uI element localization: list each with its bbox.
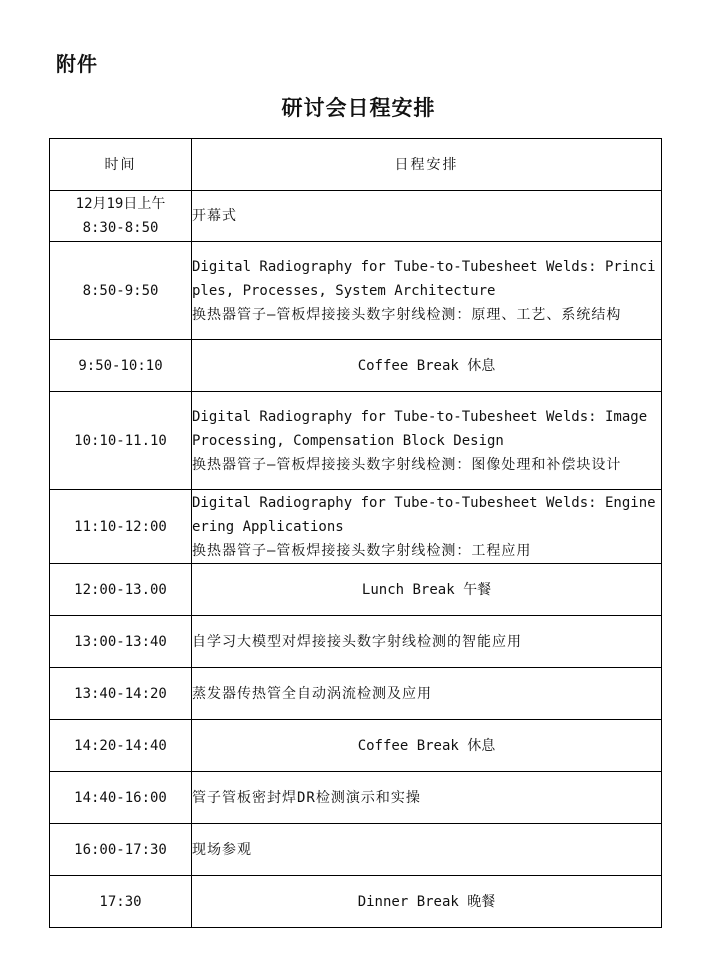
table-row	[50, 490, 662, 564]
schedule-cell	[192, 876, 662, 928]
time-cell	[50, 824, 192, 876]
time-cell	[50, 490, 192, 564]
schedule-cell	[192, 824, 662, 876]
schedule-cell	[192, 191, 662, 242]
schedule-text-zh: 换热器管子—管板焊接接头数字射线检测：工程应用	[192, 542, 532, 559]
header-time: 时间	[50, 139, 192, 191]
time-cell	[50, 668, 192, 720]
table-row	[50, 876, 662, 928]
schedule-cell	[192, 616, 662, 668]
table-row	[50, 191, 662, 242]
page-title: 研讨会日程安排	[281, 95, 436, 120]
time-text: 12:00-13.00	[74, 581, 167, 598]
schedule-text-zh: 换热器管子—管板焊接接头数字射线检测：原理、工艺、系统结构	[192, 306, 622, 323]
time-cell	[50, 772, 192, 824]
schedule-text: Dinner Break 晚餐	[357, 893, 496, 910]
table-row	[50, 772, 662, 824]
table-row	[50, 392, 662, 490]
attachment-label: 附件	[56, 52, 98, 76]
table-row	[50, 242, 662, 340]
schedule-text: 管子管板密封焊DR检测演示和实操	[192, 789, 421, 806]
schedule-cell	[192, 340, 662, 392]
schedule-text: Coffee Break 休息	[357, 737, 496, 754]
schedule-cell	[192, 772, 662, 824]
schedule-cell	[192, 668, 662, 720]
schedule-text-en: Digital Radiography for Tube-to-Tubesheet Welds: Principles, Processes, System Architecture	[192, 258, 656, 299]
schedule-text: 自学习大模型对焊接接头数字射线检测的智能应用	[192, 633, 522, 650]
schedule-text: 蒸发器传热管全自动涡流检测及应用	[192, 685, 432, 702]
schedule-text: Coffee Break 休息	[357, 357, 496, 374]
time-cell	[50, 242, 192, 340]
schedule-cell	[192, 490, 662, 564]
time-text: 11:10-12:00	[74, 518, 167, 535]
time-text: 14:20-14:40	[74, 737, 167, 754]
schedule-table	[49, 138, 662, 928]
table-header-row	[50, 139, 662, 191]
time-cell	[50, 191, 192, 242]
schedule-text: 现场参观	[192, 841, 252, 858]
time-cell	[50, 876, 192, 928]
schedule-cell	[192, 392, 662, 490]
table-row	[50, 564, 662, 616]
time-cell	[50, 564, 192, 616]
schedule-cell	[192, 564, 662, 616]
table-row	[50, 668, 662, 720]
time-text: 14:40-16:00	[74, 789, 167, 806]
schedule-cell	[192, 720, 662, 772]
time-text: 8:30-8:50	[82, 220, 159, 236]
schedule-text-en: Digital Radiography for Tube-to-Tubesheet Welds: Image Processing, Compensation Block Design	[192, 408, 648, 449]
table-row	[50, 616, 662, 668]
time-text: 10:10-11.10	[74, 432, 167, 449]
time-cell	[50, 616, 192, 668]
time-text: 13:00-13:40	[74, 633, 167, 650]
time-cell	[50, 340, 192, 392]
schedule-text-en: Digital Radiography for Tube-to-Tubesheet Welds: Engineering Applications	[192, 494, 656, 535]
schedule-text: 开幕式	[192, 208, 237, 224]
time-text: 17:30	[99, 893, 142, 910]
time-cell	[50, 720, 192, 772]
time-cell	[50, 392, 192, 490]
time-text: 16:00-17:30	[74, 841, 167, 858]
time-text: 12月19日上午	[75, 196, 166, 212]
time-text: 13:40-14:20	[74, 685, 167, 702]
header-schedule: 日程安排	[192, 139, 662, 191]
schedule-text-zh: 换热器管子—管板焊接接头数字射线检测：图像处理和补偿块设计	[192, 456, 622, 473]
time-text: 8:50-9:50	[82, 282, 159, 299]
table-row	[50, 720, 662, 772]
time-text: 9:50-10:10	[78, 357, 163, 374]
schedule-text: Lunch Break 午餐	[361, 581, 492, 598]
table-row	[50, 340, 662, 392]
table-row	[50, 824, 662, 876]
schedule-cell	[192, 242, 662, 340]
